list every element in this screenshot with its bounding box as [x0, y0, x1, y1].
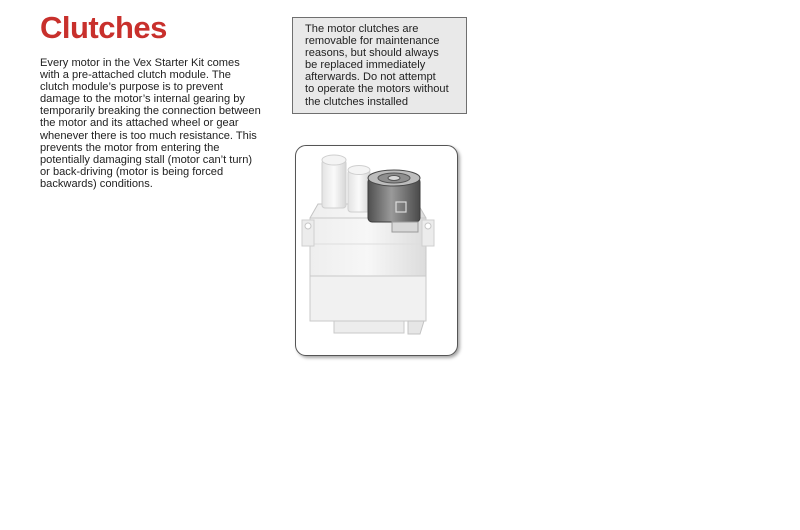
motor-image-frame [295, 145, 458, 356]
page-title: Clutches [40, 10, 167, 45]
body-paragraph: Every motor in the Vex Starter Kit comes with a pre-attached clutch module. The clutch module’s purpose is to prevent damage to the motor’s internal gearing by temporarily breaking the connection between the motor and its attached wheel or gear whenever there is too much resistance. This prevents the motor from entering the potentially damaging stall (motor can’t turn) or back-driving (motor is being forced backwards) conditions. [40, 57, 261, 190]
maintenance-note-box: The motor clutches are removable for maintenance reasons, but should always be replaced immediately afterwards. Do not attempt to operate the motors without the clutches installed [292, 17, 467, 114]
motor-with-clutch-illustration [296, 146, 457, 355]
